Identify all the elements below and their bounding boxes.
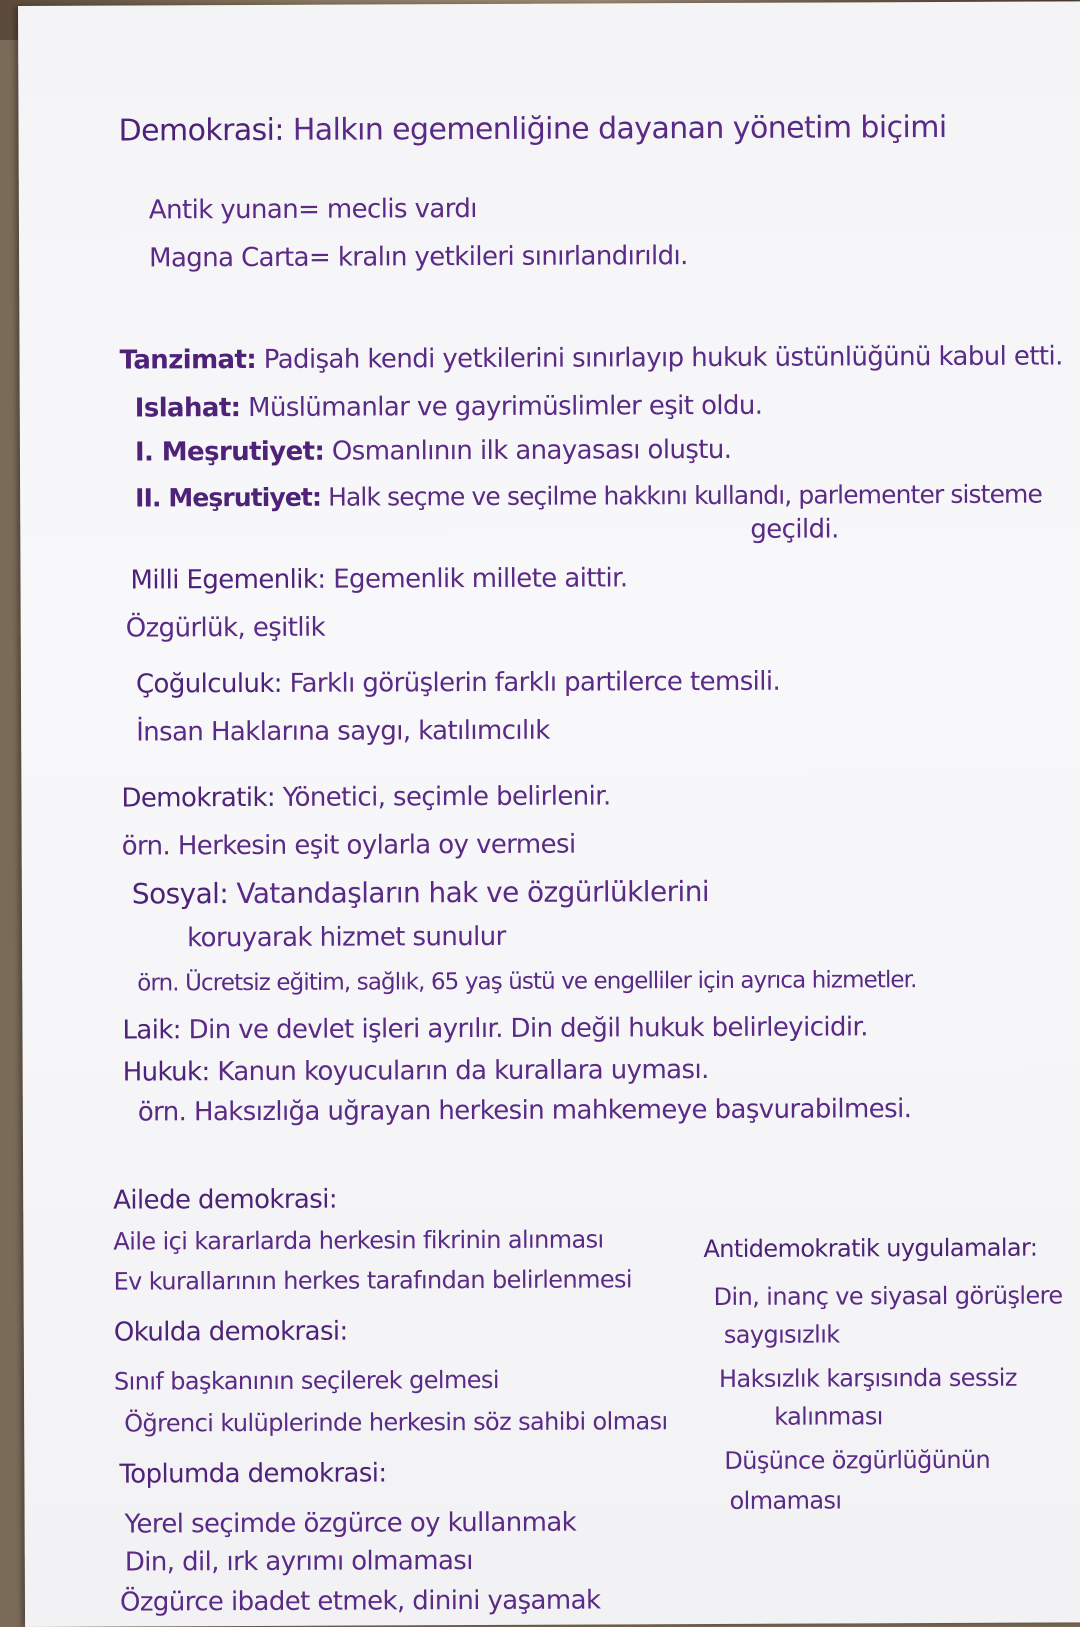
anti-line-6: olmaması (729, 1486, 842, 1515)
laik-text: Din ve devlet işleri ayrılır. Din değil hukuk belirleyicidir. (188, 1012, 868, 1046)
cogulculuk-text: Farklı görüşlerin farklı partilerce temsili. (289, 666, 781, 699)
hukuk-line (123, 1055, 709, 1088)
anti-line-3: Haksızlık karşısında sessiz (718, 1363, 1017, 1393)
antidemokratik-title: Antidemokratik uygulamalar: (703, 1233, 1038, 1264)
toplumda-item-3: Özgürce ibadet etmek, dinini yaşamak (119, 1585, 601, 1618)
hukuk-text: Kanun koyucuların da kurallara uyması. (217, 1054, 709, 1088)
tanzimat-label: Tanzimat: (119, 344, 257, 376)
anti-line-2: saygısızlık (723, 1320, 840, 1349)
sosyal-line (132, 875, 709, 911)
demokrasi-label: Demokrasi: (118, 112, 284, 149)
toplumda-item-1: Yerel seçimde özgürce oy kullanmak (124, 1507, 577, 1540)
toplumda-item-2: Din, dil, ırk ayrımı olmaması (124, 1546, 473, 1578)
laik-line (122, 1012, 868, 1045)
mesrutiyet1-line (135, 435, 732, 468)
demokratik-ornek: örn. Herkesin eşit oylarla oy vermesi (121, 829, 576, 862)
demokratik-label: Demokratik: (121, 782, 276, 814)
islahat-text: Müslümanlar ve gayrimüslimler eşit oldu. (248, 390, 763, 423)
mesrutiyet1-text: Osmanlının ilk anayasası oluştu. (331, 434, 732, 467)
sosyal-ornek: örn. Ücretsiz eğitim, sağlık, 65 yaş üstü ve engelliler için ayrıca hizmetler. (137, 967, 917, 997)
cogulculuk-label: Çoğulculuk: (135, 668, 282, 700)
laik-label: Laik: (122, 1015, 182, 1046)
mesrutiyet2-label: II. Meşrutiyet: (135, 482, 322, 513)
milli-egemenlik-label: Milli Egemenlik: (130, 564, 326, 596)
magna-carta-line: Magna Carta= kralın yetkileri sınırlandırıldı. (149, 241, 688, 274)
anti-line-5: Düşünce özgürlüğünün (724, 1445, 991, 1475)
okulda-item-2: Öğrenci kulüplerinde herkesin söz sahibi olması (124, 1407, 668, 1438)
mesrutiyet2-cont: geçildi. (750, 514, 839, 545)
ailede-item-2: Ev kurallarının herkes tarafından belirlenmesi (113, 1265, 633, 1296)
sosyal-cont: koruyarak hizmet sunulur (187, 921, 506, 954)
islahat-line (135, 391, 763, 424)
sosyal-text: Vatandaşların hak ve özgürlüklerini (236, 874, 710, 911)
toplumda-title: Toplumda demokrasi: (119, 1458, 387, 1490)
notebook-page (18, 1, 1080, 1627)
tanzimat-text: Padişah kendi yetkilerini sınırlayıp hukuk üstünlüğünü kabul etti. (263, 341, 1063, 375)
demokratik-text: Yönetici, seçimle belirlenir. (282, 781, 611, 813)
demokrasi-text: Halkın egemenliğine dayanan yönetim biçimi (292, 109, 947, 148)
milli-egemenlik-line (130, 563, 627, 595)
sosyal-label: Sosyal: (131, 877, 229, 911)
islahat-label: Islahat: (134, 393, 241, 424)
mesrutiyet2-line (135, 480, 1042, 513)
anti-line-4: kalınması (774, 1402, 883, 1431)
okulda-title: Okulda demokrasi: (113, 1316, 348, 1348)
hukuk-label: Hukuk: (122, 1057, 210, 1088)
mesrutiyet1-label: I. Meşrutiyet: (134, 436, 325, 468)
milli-egemenlik-text: Egemenlik millete aittir. (333, 563, 628, 595)
mesrutiyet2-text: Halk seçme ve seçilme hakkını kullandı, parlementer sisteme (328, 479, 1043, 512)
ozgurluk-line: Özgürlük, eşitlik (125, 612, 326, 644)
cogulculuk-line (136, 667, 780, 700)
tanzimat-line (119, 341, 1062, 375)
hukuk-ornek: örn. Haksızlığa uğrayan herkesin mahkemeye başvurabilmesi. (137, 1094, 912, 1128)
anti-line-1: Din, inanç ve siyasal görüşlere (713, 1281, 1063, 1311)
insan-haklari-line: İnsan Haklarına saygı, katılımcılık (136, 715, 550, 748)
demokratik-line (121, 781, 610, 813)
ailede-title: Ailede demokrasi: (113, 1184, 338, 1216)
ailede-item-1: Aile içi kararlarda herkesin fikrinin alınması (113, 1225, 604, 1256)
demokrasi-definition (118, 110, 946, 149)
okulda-item-1: Sınıf başkanının seçilerek gelmesi (113, 1365, 499, 1396)
antik-yunan-line: Antik yunan= meclis vardı (148, 193, 477, 226)
